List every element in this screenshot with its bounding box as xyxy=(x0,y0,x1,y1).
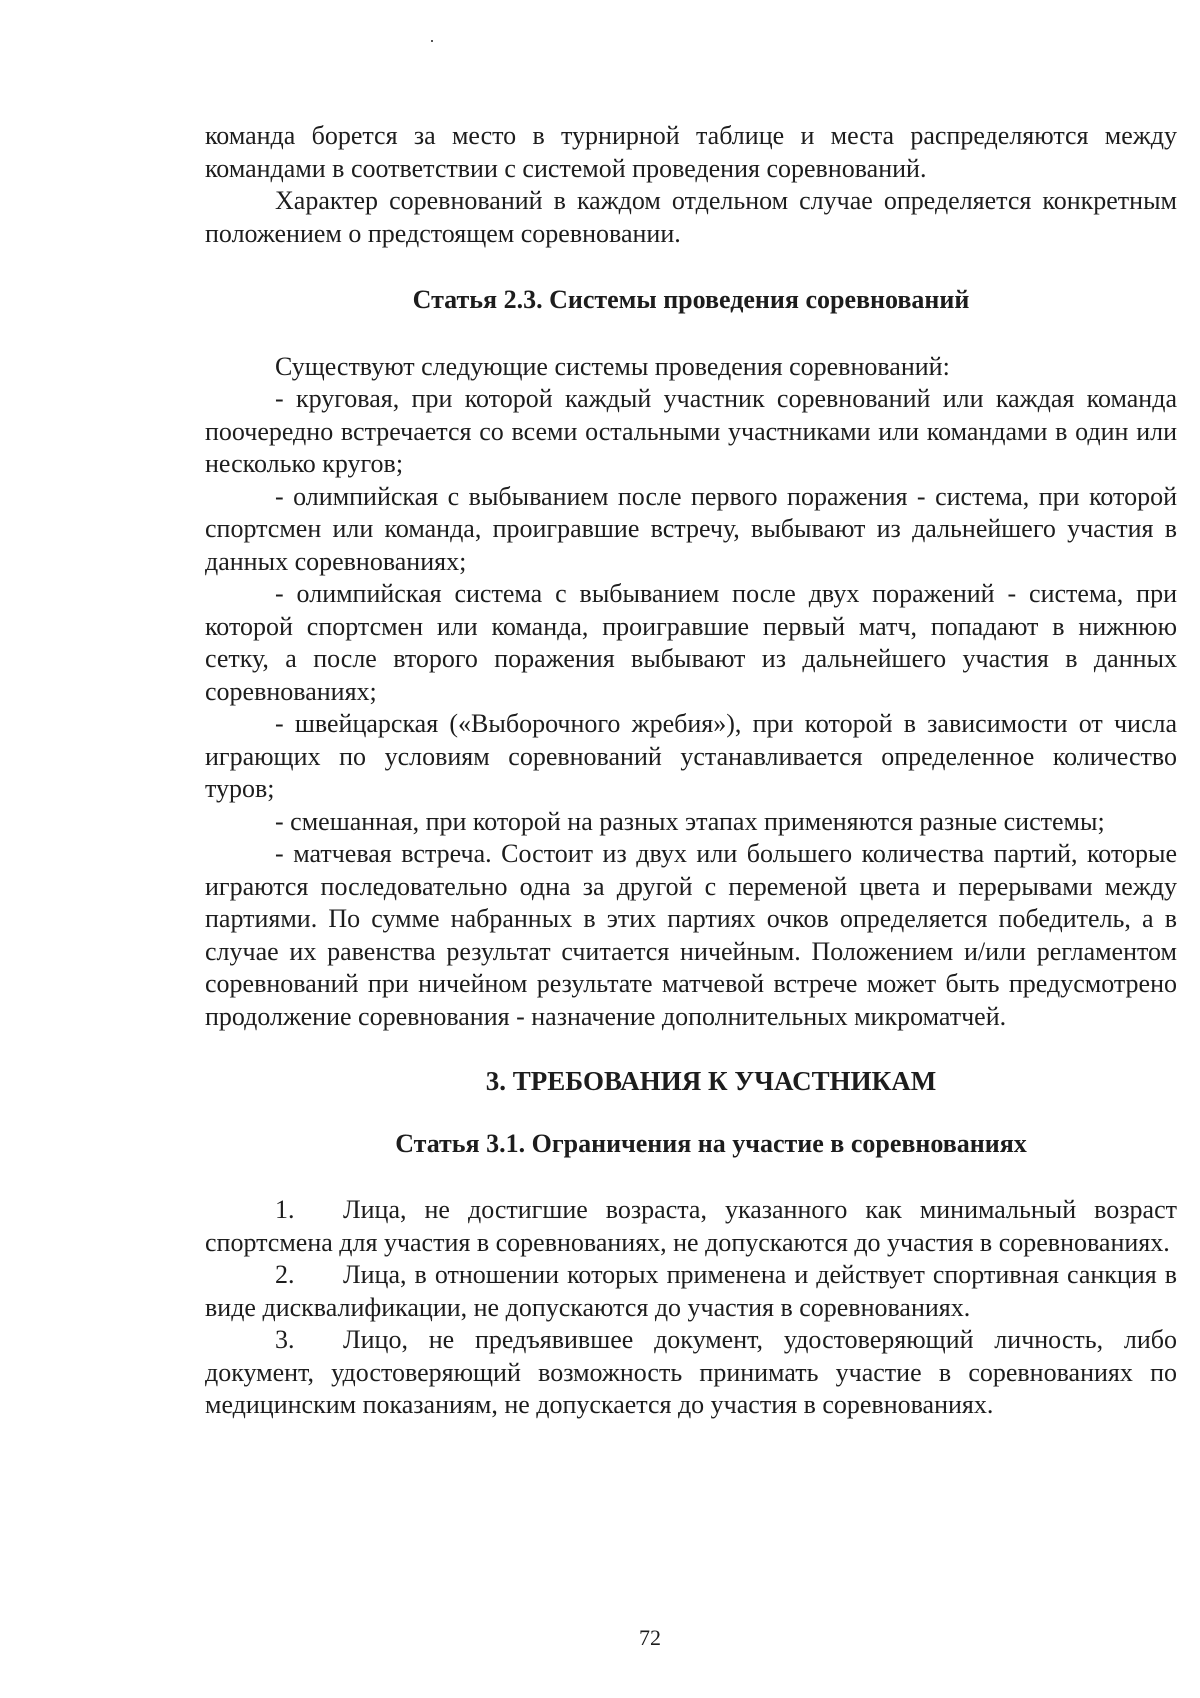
paragraph-continuation: команда борется за место в турнирной таблице и места распределяются между командами в соответствии с системой проведения соревнований. xyxy=(205,121,1177,183)
restriction-item-1 xyxy=(205,1194,1177,1259)
system-item-round-robin: - круговая, при которой каждый участник соревнований или каждая команда поочередно встречается со всеми остальными участниками или командами в один или несколько кругов; xyxy=(205,384,1177,478)
systems-intro: Существуют следующие системы проведения соревнований: xyxy=(275,351,950,381)
system-item-swiss: - швейцарская («Выборочного жребия»), при которой в зависимости от числа играющих по условиям соревнований устанавливается определенное количество туров; xyxy=(205,709,1177,803)
restriction-item-2 xyxy=(205,1259,1177,1324)
item-text: Лица, не достигшие возраста, указанного как минимальный возраст спортсмена для участия в соревнованиях, не допускаются до участия в соревнованиях. xyxy=(205,1195,1177,1257)
item-number: 2. xyxy=(275,1260,295,1289)
scan-speck xyxy=(431,40,433,42)
restriction-item-3 xyxy=(205,1324,1177,1422)
page-number: 72 xyxy=(639,1625,661,1650)
document-page xyxy=(205,120,1177,1422)
paragraph-competition-character: Характер соревнований в каждом отдельном случае определяется конкретным положением о предстоящем соревновании. xyxy=(205,186,1177,248)
item-text: Лица, в отношении которых применена и действует спортивная санкция в виде дисквалификации, не допускаются до участия в соревнованиях. xyxy=(205,1260,1177,1322)
system-item-olympic-double: - олимпийская система с выбыванием после двух поражений - система, при которой спортсмен или команда, проигравшие первый матч, попадают в нижнюю сетку, а после второго поражения выбывают из дальнейшего участия в данных соревнованиях; xyxy=(205,579,1177,706)
article-3-1-heading: Статья 3.1. Ограничения на участие в соревнованиях xyxy=(395,1128,1027,1158)
item-text: Лицо, не предъявившее документ, удостоверяющий личность, либо документ, удостоверяющий возможность принимать участие в соревнованиях по медицинским показаниям, не допускается до участия в соревнованиях. xyxy=(205,1325,1177,1419)
system-item-match: - матчевая встреча. Состоит из двух или большего количества партий, которые играются последовательно одна за другой с переменой цвета и перерывами между партиями. По сумме набранных в этих партиях очков определяется победитель, а в случае их равенства результат считается ничейным. Положением и/или регламентом соревнований при ничейном результате матчевой встрече может быть предусмотрено продолжение соревнования - назначение дополнительных микроматчей. xyxy=(205,839,1177,1031)
system-item-mixed: - смешанная, при которой на разных этапах применяются разные системы; xyxy=(275,806,1105,836)
item-number: 1. xyxy=(275,1195,295,1224)
item-number: 3. xyxy=(275,1325,295,1354)
section-3-heading: 3. ТРЕБОВАНИЯ К УЧАСТНИКАМ xyxy=(485,1066,937,1096)
system-item-olympic-single: - олимпийская с выбыванием после первого поражения - система, при которой спортсмен или команда, проигравшие встречу, выбывают из дальнейшего участия в данных соревнованиях; xyxy=(205,481,1177,576)
article-2-3-heading: Статья 2.3. Системы проведения соревнований xyxy=(412,285,970,314)
